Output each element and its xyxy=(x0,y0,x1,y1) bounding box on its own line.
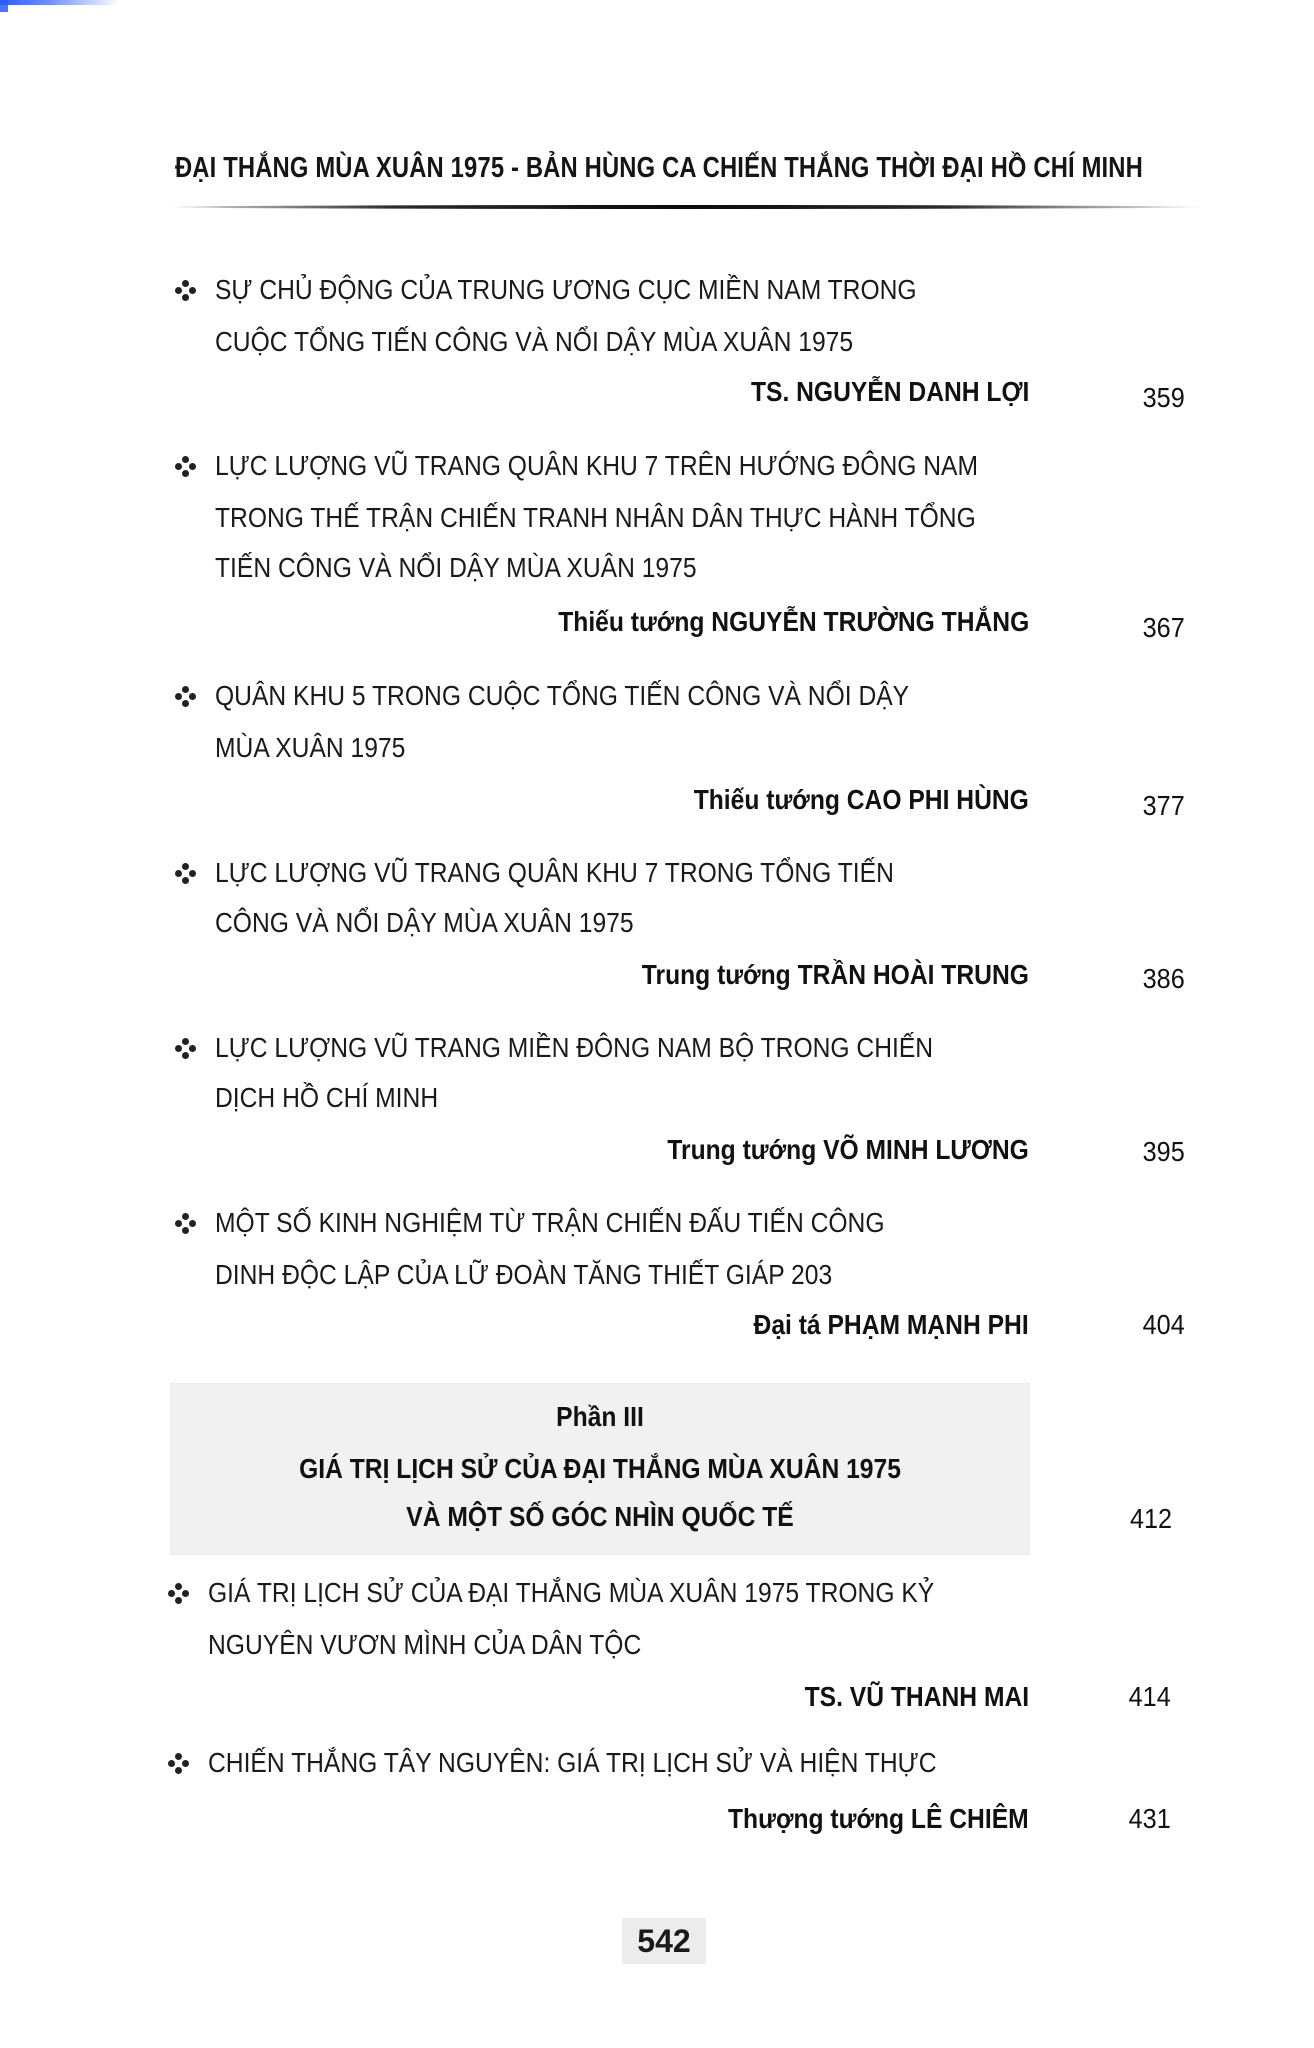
bullet-diamond-icon xyxy=(175,863,197,885)
part-heading-box[interactable] xyxy=(170,1383,1030,1555)
bullet-diamond-icon xyxy=(168,1753,190,1775)
scan-corner-mark xyxy=(0,0,8,12)
entry-author: Thiếu tướng NGUYỄN TRƯỜNG THẮNG xyxy=(557,606,1029,637)
bullet-diamond-icon xyxy=(175,686,197,708)
page-number-box xyxy=(622,1918,706,1964)
entry-title-line: GIÁ TRỊ LỊCH SỬ CỦA ĐẠI THẮNG MÙA XUÂN 1975 TRONG KỶ xyxy=(208,1577,935,1608)
entry-page-number: 386 xyxy=(1142,963,1185,994)
bullet-diamond-icon xyxy=(175,280,197,302)
entry-title-line: QUÂN KHU 5 TRONG CUỘC TỔNG TIẾN CÔNG VÀ NỔI DẬY xyxy=(215,680,910,711)
entry-title-line: CUỘC TỔNG TIẾN CÔNG VÀ NỔI DẬY MÙA XUÂN 1975 xyxy=(215,326,854,357)
entry-page-number: 367 xyxy=(1142,612,1185,643)
entry-title-line: DỊCH HỒ CHÍ MINH xyxy=(215,1082,439,1113)
entry-page-number: 377 xyxy=(1142,790,1185,821)
entry-page-number: 404 xyxy=(1142,1309,1185,1340)
entry-title-line: LỰC LƯỢNG VŨ TRANG QUÂN KHU 7 TRÊN HƯỚNG ĐÔNG NAM xyxy=(215,450,979,481)
entry-author: Thiếu tướng CAO PHI HÙNG xyxy=(693,784,1029,815)
entry-page-number: 359 xyxy=(1142,382,1185,413)
entry-title-line: CÔNG VÀ NỔI DẬY MÙA XUÂN 1975 xyxy=(215,907,634,938)
entry-page-number: 431 xyxy=(1128,1803,1171,1834)
running-header: ĐẠI THẮNG MÙA XUÂN 1975 - BẢN HÙNG CA CHIẾN THẮNG THỜI ĐẠI HỒ CHÍ MINH xyxy=(174,152,1143,184)
entry-title-line: CHIẾN THẮNG TÂY NGUYÊN: GIÁ TRỊ LỊCH SỬ VÀ HIỆN THỰC xyxy=(208,1747,937,1778)
bullet-diamond-icon xyxy=(175,456,197,478)
entry-page-number: 395 xyxy=(1142,1136,1185,1167)
entry-title-line: DINH ĐỘC LẬP CỦA LỮ ĐOÀN TĂNG THIẾT GIÁP 203 xyxy=(215,1259,833,1290)
scan-edge-mark xyxy=(0,0,120,5)
entry-title-line: MÙA XUÂN 1975 xyxy=(215,732,406,763)
bullet-diamond-icon xyxy=(175,1213,197,1235)
header-rule xyxy=(165,205,1205,209)
entry-title-line: MỘT SỐ KINH NGHIỆM TỪ TRẬN CHIẾN ĐẤU TIẾN CÔNG xyxy=(215,1207,885,1238)
bullet-diamond-icon xyxy=(168,1583,190,1605)
bullet-diamond-icon xyxy=(175,1038,197,1060)
entry-author: TS. VŨ THANH MAI xyxy=(804,1681,1029,1712)
entry-title-line: NGUYÊN VƯƠN MÌNH CỦA DÂN TỘC xyxy=(208,1629,642,1660)
entry-author: Thượng tướng LÊ CHIÊM xyxy=(728,1803,1029,1834)
entry-title-line: LỰC LƯỢNG VŨ TRANG QUÂN KHU 7 TRONG TỔNG TIẾN xyxy=(215,857,894,888)
entry-author: Đại tá PHẠM MẠNH PHI xyxy=(753,1309,1029,1340)
entry-author: Trung tướng TRẦN HOÀI TRUNG xyxy=(641,959,1029,990)
entry-title-line: LỰC LƯỢNG VŨ TRANG MIỀN ĐÔNG NAM BỘ TRONG CHIẾN xyxy=(215,1032,934,1063)
page-folio: 542 xyxy=(637,1923,691,1959)
entry-title-line: TIẾN CÔNG VÀ NỔI DẬY MÙA XUÂN 1975 xyxy=(215,552,697,583)
part-page-number: 412 xyxy=(1130,1503,1173,1534)
entry-title-line: TRONG THẾ TRẬN CHIẾN TRANH NHÂN DÂN THỰC HÀNH TỔNG xyxy=(215,502,976,533)
part-title-line: VÀ MỘT SỐ GÓC NHÌN QUỐC TẾ xyxy=(406,1501,794,1532)
entry-author: Trung tướng VÕ MINH LƯƠNG xyxy=(667,1134,1029,1165)
part-title-line: GIÁ TRỊ LỊCH SỬ CỦA ĐẠI THẮNG MÙA XUÂN 1975 xyxy=(299,1453,901,1484)
part-label: Phần III xyxy=(556,1401,644,1432)
entry-title-line: SỰ CHỦ ĐỘNG CỦA TRUNG ƯƠNG CỤC MIỀN NAM TRONG xyxy=(215,274,917,305)
entry-page-number: 414 xyxy=(1128,1681,1171,1712)
entry-author: TS. NGUYỄN DANH LỢI xyxy=(750,376,1029,407)
